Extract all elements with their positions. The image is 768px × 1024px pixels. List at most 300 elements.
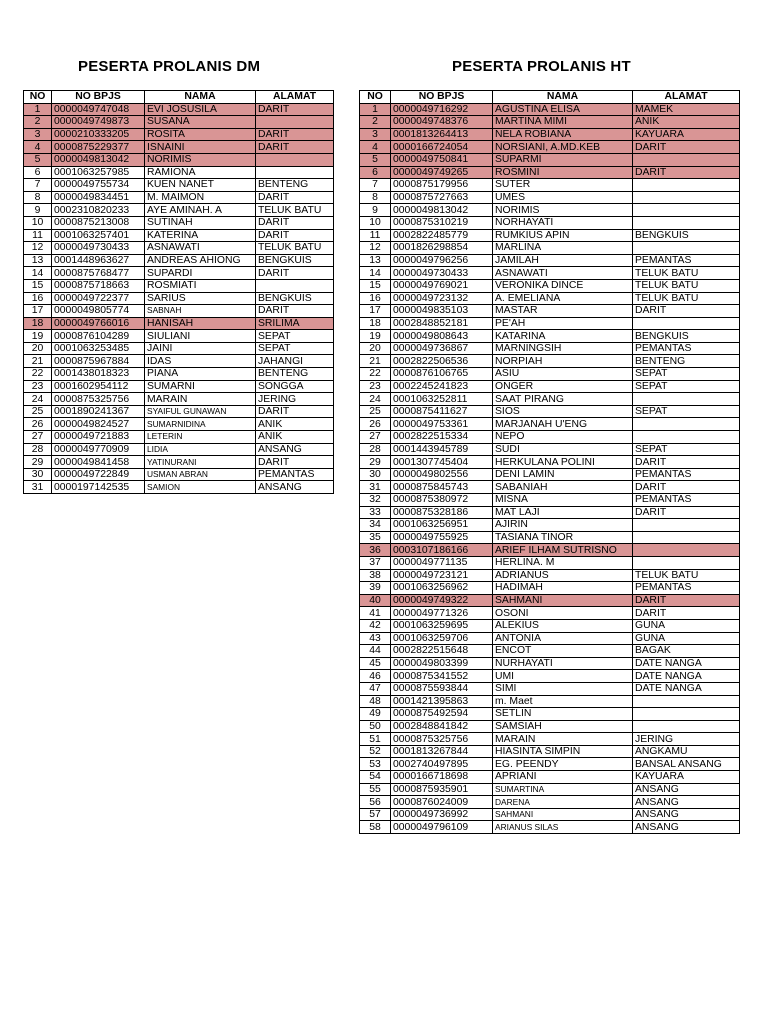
cell-no-bpjs: 0001443945789 [391,443,493,456]
cell-no: 21 [24,355,52,368]
table-row [360,405,740,418]
dm-participants-table [23,90,334,494]
cell-nama: SYAIFUL GUNAWAN [145,405,256,418]
cell-nama: DARENA [493,796,633,809]
cell-no-bpjs: 0000049834451 [52,191,145,204]
cell-no: 10 [360,216,391,229]
cell-alamat: PEMANTAS [256,468,334,481]
cell-no-bpjs: 0000049722849 [52,468,145,481]
cell-nama: SAHMANI [493,808,633,821]
cell-nama: AGUSTINA ELISA [493,103,633,116]
cell-no: 7 [24,179,52,192]
cell-no: 33 [360,506,391,519]
cell-nama: PIANA [145,368,256,381]
cell-no-bpjs: 0000049808643 [391,330,493,343]
cell-no: 12 [360,242,391,255]
cell-no: 58 [360,821,391,834]
table-row [360,179,740,192]
cell-no: 4 [360,141,391,154]
cell-nama: NORHAYATI [493,216,633,229]
cell-no: 55 [360,783,391,796]
table-row [360,708,740,721]
cell-alamat: BENGKUIS [633,330,740,343]
cell-no-bpjs: 0000049755734 [52,179,145,192]
cell-no: 13 [360,254,391,267]
cell-alamat [633,519,740,532]
table-row [24,254,334,267]
cell-no: 4 [24,141,52,154]
table-row [360,141,740,154]
table-row [360,355,740,368]
cell-alamat: ANSANG [633,808,740,821]
cell-alamat [633,204,740,217]
table-row [24,317,334,330]
table-row [360,116,740,129]
cell-alamat: SEPAT [633,368,740,381]
cell-no-bpjs: 0002822485779 [391,229,493,242]
table-row [360,330,740,343]
cell-nama: SAAT PIRANG [493,393,633,406]
cell-no: 3 [360,128,391,141]
cell-alamat [633,179,740,192]
cell-no: 15 [360,279,391,292]
cell-no-bpjs: 0001813267844 [391,745,493,758]
cell-alamat: DATE NANGA [633,670,740,683]
cell-no-bpjs: 0000049736867 [391,342,493,355]
cell-no: 25 [24,405,52,418]
cell-nama: ONGER [493,380,633,393]
ht-participants-table [359,90,740,834]
cell-alamat [256,116,334,129]
cell-no: 26 [360,418,391,431]
cell-no-bpjs: 0000875593844 [391,682,493,695]
cell-nama: SIULIANI [145,330,256,343]
cell-nama: SUTINAH [145,216,256,229]
cell-nama: RUMKIUS APIN [493,229,633,242]
cell-nama: EVI JOSUSILA [145,103,256,116]
cell-nama: TASIANA TINOR [493,531,633,544]
cell-alamat: TELUK BATU [633,279,740,292]
cell-no-bpjs: 0000049835103 [391,305,493,318]
cell-no-bpjs: 0002822506536 [391,355,493,368]
cell-nama: ROSMIATI [145,279,256,292]
cell-no-bpjs: 0000049723121 [391,569,493,582]
table-row [360,418,740,431]
cell-nama: NORPIAH [493,355,633,368]
cell-no: 34 [360,519,391,532]
cell-alamat: SEPAT [633,380,740,393]
cell-no-bpjs: 0001602954112 [52,380,145,393]
cell-no: 27 [24,431,52,444]
cell-no-bpjs: 0001448963627 [52,254,145,267]
table-row [360,607,740,620]
table-row [360,393,740,406]
cell-no-bpjs: 0000875328186 [391,506,493,519]
cell-no: 7 [360,179,391,192]
cell-alamat [633,153,740,166]
cell-no: 24 [360,393,391,406]
table-header-row [24,91,334,104]
cell-nama: SUMARTINA [493,783,633,796]
cell-no: 47 [360,682,391,695]
table-row [24,431,334,444]
cell-alamat [633,556,740,569]
cell-alamat: DATE NANGA [633,682,740,695]
cell-nama: APRIANI [493,771,633,784]
table-row [24,305,334,318]
cell-no-bpjs: 0000166724054 [391,141,493,154]
table-row [360,808,740,821]
cell-alamat: JAHANGI [256,355,334,368]
cell-nama: UMES [493,191,633,204]
cell-nama: JAMILAH [493,254,633,267]
cell-alamat: TELUK BATU [256,242,334,255]
header-no: NO [24,91,52,104]
cell-no: 35 [360,531,391,544]
cell-no: 23 [360,380,391,393]
cell-alamat: DATE NANGA [633,657,740,670]
cell-alamat: DARIT [633,456,740,469]
cell-alamat: SONGGA [256,380,334,393]
table-row [24,267,334,280]
cell-nama: LETERIN [145,431,256,444]
cell-nama: SABANIAH [493,481,633,494]
cell-alamat: PEMANTAS [633,342,740,355]
table-row [360,279,740,292]
cell-nama: SAMION [145,481,256,494]
cell-alamat: PEMANTAS [633,494,740,507]
cell-alamat: DARIT [256,229,334,242]
cell-no-bpjs: 0000049805774 [52,305,145,318]
table-row [360,821,740,834]
cell-nama: MARLINA [493,242,633,255]
cell-nama: SARIUS [145,292,256,305]
table-row [360,456,740,469]
cell-alamat: BENGKUIS [256,292,334,305]
cell-nama: HERLINA. M [493,556,633,569]
table-row [360,632,740,645]
cell-alamat: ANSANG [633,783,740,796]
cell-no: 12 [24,242,52,255]
cell-no: 16 [360,292,391,305]
cell-no: 31 [360,481,391,494]
table-row [24,405,334,418]
cell-no: 39 [360,582,391,595]
cell-no-bpjs: 0000197142535 [52,481,145,494]
table-row [360,242,740,255]
cell-no-bpjs: 0000875492594 [391,708,493,721]
cell-alamat: DARIT [633,506,740,519]
table-row [360,103,740,116]
cell-alamat: DARIT [256,267,334,280]
cell-nama: IDAS [145,355,256,368]
cell-alamat: SEPAT [256,330,334,343]
cell-no: 29 [360,456,391,469]
cell-no-bpjs: 0000049813042 [52,153,145,166]
cell-nama: SIMI [493,682,633,695]
table-row [360,556,740,569]
cell-no: 20 [360,342,391,355]
cell-alamat: TELUK BATU [633,292,740,305]
cell-nama: NORSIANI, A.MD.KEB [493,141,633,154]
cell-alamat [633,216,740,229]
cell-no: 36 [360,544,391,557]
cell-alamat [633,317,740,330]
cell-no: 28 [24,443,52,456]
cell-alamat: ANSANG [633,821,740,834]
cell-nama: ARIEF ILHAM SUTRISNO [493,544,633,557]
table-row [360,531,740,544]
table-row [24,481,334,494]
cell-no-bpjs: 0000210333205 [52,128,145,141]
cell-alamat: KAYUARA [633,771,740,784]
table-row [24,330,334,343]
cell-no: 44 [360,645,391,658]
cell-no-bpjs: 0001890241367 [52,405,145,418]
cell-no-bpjs: 0001063257985 [52,166,145,179]
dm-table-body [24,103,334,493]
cell-no-bpjs: 0002822515334 [391,431,493,444]
cell-alamat: TELUK BATU [633,267,740,280]
cell-nama: AYE AMINAH. A [145,204,256,217]
cell-nama: ASIU [493,368,633,381]
cell-no: 5 [360,153,391,166]
cell-no: 48 [360,695,391,708]
cell-alamat: DARIT [256,128,334,141]
cell-alamat [633,708,740,721]
cell-no-bpjs: 0000049796256 [391,254,493,267]
cell-no: 49 [360,708,391,721]
table-row [24,216,334,229]
table-row [24,380,334,393]
table-row [360,720,740,733]
cell-no: 11 [360,229,391,242]
table-row [24,292,334,305]
cell-no-bpjs: 0000875768477 [52,267,145,280]
cell-nama: MARAIN [145,393,256,406]
cell-alamat: JERING [633,733,740,746]
cell-no-bpjs: 0001307745404 [391,456,493,469]
cell-nama: HANISAH [145,317,256,330]
cell-no-bpjs: 0000049803399 [391,657,493,670]
cell-alamat: MAMEK [633,103,740,116]
cell-no: 52 [360,745,391,758]
table-row [360,506,740,519]
table-row [360,645,740,658]
cell-alamat: DARIT [633,141,740,154]
cell-nama: ROSMINI [493,166,633,179]
cell-alamat: DARIT [633,166,740,179]
table-row [360,582,740,595]
cell-no-bpjs: 0001063256951 [391,519,493,532]
cell-no-bpjs: 0000049766016 [52,317,145,330]
cell-no: 29 [24,456,52,469]
cell-no: 15 [24,279,52,292]
cell-alamat: DARIT [256,305,334,318]
header-no-bpjs: NO BPJS [52,91,145,104]
cell-no: 20 [24,342,52,355]
cell-nama: NORIMIS [493,204,633,217]
cell-no: 11 [24,229,52,242]
cell-alamat: ANSANG [633,796,740,809]
cell-alamat: ANIK [256,418,334,431]
cell-no-bpjs: 0000049749265 [391,166,493,179]
cell-no: 8 [360,191,391,204]
table-row [360,229,740,242]
table-row [24,166,334,179]
cell-no-bpjs: 0000875718663 [52,279,145,292]
cell-no: 51 [360,733,391,746]
cell-no: 26 [24,418,52,431]
cell-no-bpjs: 0000049730433 [391,267,493,280]
cell-nama: JAINI [145,342,256,355]
cell-alamat: DARIT [256,456,334,469]
cell-no-bpjs: 0001063259695 [391,619,493,632]
cell-alamat: BENGKUIS [256,254,334,267]
cell-no-bpjs: 0001063259706 [391,632,493,645]
cell-alamat [256,279,334,292]
cell-alamat [633,544,740,557]
table-row [360,771,740,784]
cell-nama: HERKULANA POLINI [493,456,633,469]
cell-no: 54 [360,771,391,784]
cell-no: 5 [24,153,52,166]
cell-alamat [633,393,740,406]
cell-no-bpjs: 0000876106765 [391,368,493,381]
cell-alamat: SEPAT [633,405,740,418]
cell-no-bpjs: 0000049748376 [391,116,493,129]
cell-no: 32 [360,494,391,507]
table-row [24,418,334,431]
cell-no: 24 [24,393,52,406]
cell-no: 22 [24,368,52,381]
cell-alamat: SEPAT [633,443,740,456]
cell-nama: MAT LAJI [493,506,633,519]
table-row [24,242,334,255]
table-row [360,670,740,683]
cell-nama: NURHAYATI [493,657,633,670]
cell-alamat [633,418,740,431]
table-row [24,229,334,242]
cell-no: 40 [360,594,391,607]
cell-no-bpjs: 0000049730433 [52,242,145,255]
cell-alamat: PEMANTAS [633,254,740,267]
cell-no: 38 [360,569,391,582]
cell-no: 18 [360,317,391,330]
cell-alamat: GUNA [633,619,740,632]
cell-nama: SUPARMI [493,153,633,166]
cell-nama: HADIMAH [493,582,633,595]
table-row [360,368,740,381]
table-row [360,745,740,758]
cell-no: 27 [360,431,391,444]
cell-no-bpjs: 0001438018323 [52,368,145,381]
cell-no: 28 [360,443,391,456]
cell-no-bpjs: 0000049749873 [52,116,145,129]
table-row [24,468,334,481]
cell-alamat: BANSAL ANSANG [633,758,740,771]
cell-no-bpjs: 0000875727663 [391,191,493,204]
cell-alamat: TELUK BATU [256,204,334,217]
table-row [360,619,740,632]
cell-no: 14 [24,267,52,280]
table-row [360,569,740,582]
cell-alamat [256,166,334,179]
cell-no-bpjs: 0000875213008 [52,216,145,229]
cell-no-bpjs: 0001063253485 [52,342,145,355]
table-row [24,456,334,469]
cell-nama: SAHMANI [493,594,633,607]
cell-no: 8 [24,191,52,204]
cell-nama: ANTONIA [493,632,633,645]
table-row [24,393,334,406]
cell-alamat: BAGAK [633,645,740,658]
cell-no: 30 [360,468,391,481]
cell-no-bpjs: 0000049824527 [52,418,145,431]
cell-no-bpjs: 0000049721883 [52,431,145,444]
table-row [360,191,740,204]
cell-no-bpjs: 0000875229377 [52,141,145,154]
cell-alamat: BENTENG [633,355,740,368]
table-row [360,292,740,305]
cell-alamat [633,695,740,708]
cell-nama: ISNAINI [145,141,256,154]
cell-no: 42 [360,619,391,632]
cell-no-bpjs: 0000049802556 [391,468,493,481]
cell-no: 3 [24,128,52,141]
cell-no-bpjs: 0000875411627 [391,405,493,418]
ht-table-body [360,103,740,833]
cell-no-bpjs: 0000875380972 [391,494,493,507]
cell-no: 57 [360,808,391,821]
cell-no-bpjs: 0000875310219 [391,216,493,229]
cell-alamat: ANSANG [256,443,334,456]
table-row [360,494,740,507]
cell-nama: MISNA [493,494,633,507]
cell-no-bpjs: 0001063257401 [52,229,145,242]
cell-nama: A. EMELIANA [493,292,633,305]
cell-no-bpjs: 0000875845743 [391,481,493,494]
cell-alamat: BENTENG [256,179,334,192]
cell-alamat: DARIT [633,594,740,607]
cell-alamat [633,431,740,444]
cell-no-bpjs: 0000049841458 [52,456,145,469]
cell-no-bpjs: 0000049750841 [391,153,493,166]
table-row [360,481,740,494]
cell-no-bpjs: 0002245241823 [391,380,493,393]
cell-nama: UMI [493,670,633,683]
cell-no: 17 [24,305,52,318]
table-row [360,166,740,179]
cell-nama: KUEN NANET [145,179,256,192]
cell-no: 2 [24,116,52,129]
cell-alamat: BENTENG [256,368,334,381]
cell-nama: MARAIN [493,733,633,746]
cell-alamat [633,242,740,255]
cell-no: 19 [360,330,391,343]
cell-alamat: GUNA [633,632,740,645]
cell-alamat: BENGKUIS [633,229,740,242]
cell-nama: HIASINTA SIMPIN [493,745,633,758]
table-row [24,368,334,381]
cell-no: 53 [360,758,391,771]
table-row [24,443,334,456]
cell-no: 30 [24,468,52,481]
table-row [360,682,740,695]
cell-no-bpjs: 0002310820233 [52,204,145,217]
cell-nama: NELA ROBIANA [493,128,633,141]
cell-no-bpjs: 0000875967884 [52,355,145,368]
